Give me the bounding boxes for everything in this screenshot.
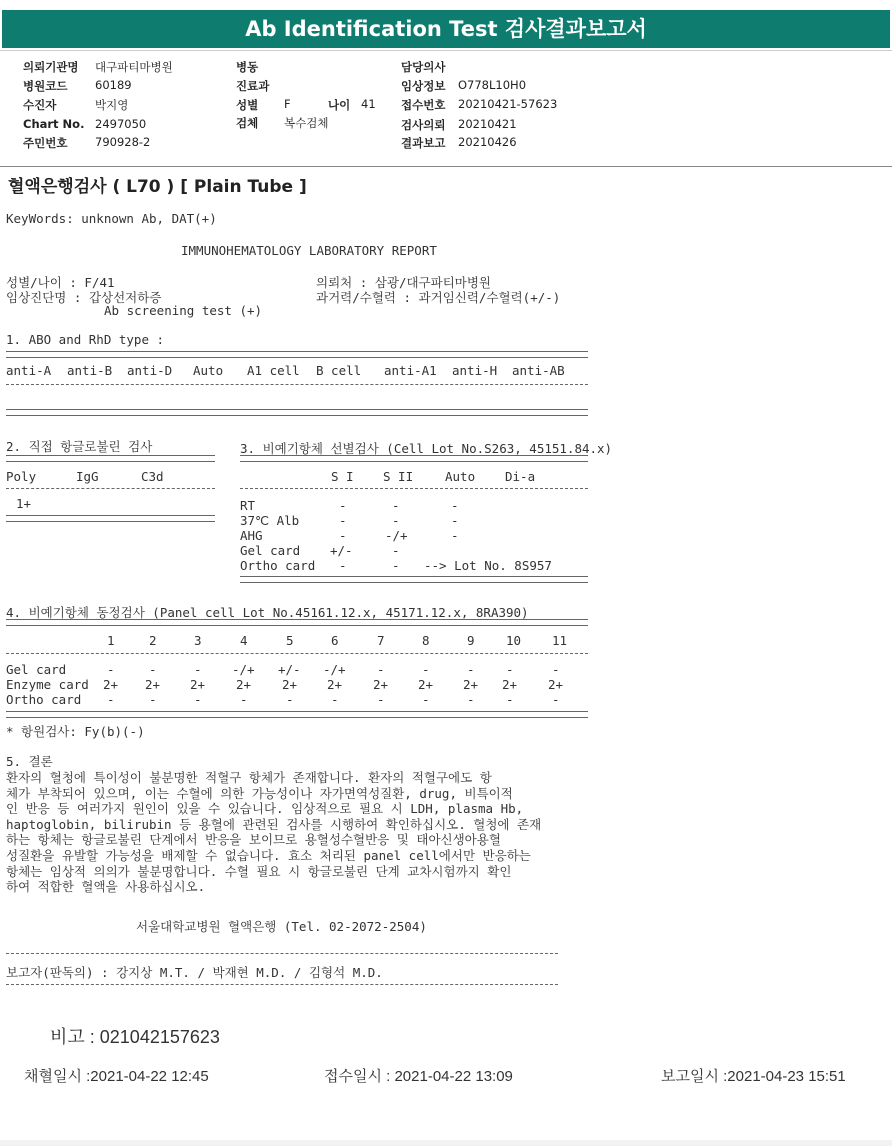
screen-column-header: S I: [331, 469, 354, 484]
panel-row-label: Enzyme card: [6, 677, 89, 692]
dat-column-header: IgG: [76, 469, 99, 484]
screen-title: 3. 비예기항체 선별검사 (Cell Lot No.S263, 45151.84.x): [240, 441, 613, 456]
conclusion-line: 하는 항체는 항글로불린 단계에서 반응을 보이므로 용혈성수혈반응 및 태아신생아용혈: [6, 832, 501, 848]
screen-cell: -: [392, 498, 400, 513]
panel-cell: -: [149, 662, 157, 677]
divider: [240, 488, 588, 489]
panel-column-header: 9: [467, 633, 475, 648]
panel-column-header: 5: [286, 633, 294, 648]
panel-cell: 2+: [373, 677, 389, 692]
report-header: Ab Identification Test 검사결과보고서: [2, 10, 890, 48]
abo-column-header: anti-AB: [512, 363, 565, 378]
divider: [240, 455, 588, 462]
panel-cell: -/+: [323, 662, 346, 677]
divider: [6, 619, 588, 626]
age-label: 나이: [328, 98, 351, 112]
panel-cell: -: [286, 692, 294, 707]
history: 과거력/수혈력 : 과거임신력/수혈력(+/-): [316, 290, 561, 305]
code-value: 60189: [95, 78, 132, 92]
abo-column-header: A1 cell: [247, 363, 300, 378]
clinical-value: O778L10H0: [458, 78, 527, 92]
screen-row-label: Ortho card: [240, 558, 316, 573]
panel-cell: 2+: [236, 677, 252, 692]
panel-cell: -: [194, 662, 202, 677]
diagnosis: 임상진단명 : 갑상선저하증: [6, 290, 162, 305]
conclusion-line: 인 반응 등 여러가지 원인이 있을 수 있습니다. 임상적으로 필요 시 LDH, plasma Hb,: [6, 801, 524, 817]
org-value: 대구파티마병원: [95, 60, 173, 74]
panel-cell: -: [422, 662, 430, 677]
panel-column-header: 2: [149, 633, 157, 648]
abo-column-header: Auto: [193, 363, 224, 378]
reported-datetime: 보고일시 :2021-04-23 15:51: [661, 1068, 846, 1085]
screen-cell: -: [392, 513, 400, 528]
screen-cell: -: [392, 543, 400, 558]
panel-column-header: 4: [240, 633, 248, 648]
divider: [6, 384, 588, 385]
panel-cell: 2+: [190, 677, 206, 692]
panel-cell: -: [240, 692, 248, 707]
panel-cell: 2+: [103, 677, 119, 692]
panel-column-header: 7: [377, 633, 385, 648]
chart-label: Chart No.: [23, 117, 85, 131]
panel-cell: -: [377, 692, 385, 707]
panel-column-header: 10: [506, 633, 522, 648]
keywords: KeyWords: unknown Ab, DAT(+): [6, 211, 217, 226]
abo-column-header: anti-H: [452, 363, 498, 378]
divider: [6, 409, 588, 416]
conclusion-line: 성질환을 유발할 가능성을 배제할 수 없습니다. 효소 처리된 panel cell에서만 반응하는: [6, 847, 531, 863]
section-title: 혈액은행검사 ( L70 ) [ Plain Tube ]: [8, 177, 307, 197]
accession-value: 20210421-57623: [458, 97, 558, 111]
conclusion-text: [6, 770, 636, 895]
accession-label: 접수번호: [401, 98, 446, 112]
conclusion-line: 하여 적합한 혈액을 사용하십시오.: [6, 879, 206, 895]
ward-label: 병동: [236, 60, 259, 74]
report-date-value: 20210426: [458, 135, 517, 149]
lab-title: IMMUNOHEMATOLOGY LABORATORY REPORT: [181, 243, 437, 258]
hospital-contact: 서울대학교병원 혈액은행 (Tel. 02-2072-2504): [136, 919, 427, 934]
report-date-label: 결과보고: [401, 136, 446, 150]
screening: Ab screening test (+): [104, 303, 263, 318]
panel-column-header: 3: [194, 633, 202, 648]
panel-cell: -: [107, 662, 115, 677]
conclusion-title: 5. 결론: [6, 754, 53, 769]
divider: [6, 653, 588, 654]
panel-cell: 2+: [282, 677, 298, 692]
dat-column-header: C3d: [141, 469, 164, 484]
patient-label: 수진자: [23, 98, 57, 112]
panel-cell: -: [552, 662, 560, 677]
panel-cell: -: [149, 692, 157, 707]
screen-cell: -: [339, 513, 347, 528]
id-value: 790928-2: [95, 135, 151, 149]
conclusion-line: 체가 부착되어 있으며, 이는 수혈에 의한 가능성이나 자가면역성질환, drug, 비특이적: [6, 785, 513, 801]
abo-column-header: B cell: [316, 363, 362, 378]
panel-cell: -: [467, 692, 475, 707]
panel-cell: -: [506, 662, 514, 677]
specimen-label: 검체: [236, 116, 259, 130]
screen-cell: -: [339, 558, 347, 573]
divider: [240, 576, 588, 583]
panel-cell: 2+: [145, 677, 161, 692]
chart-value: 2497050: [95, 117, 147, 131]
sex-label: 성별: [236, 98, 259, 112]
panel-cell: -: [194, 692, 202, 707]
divider: [6, 515, 215, 522]
divider: [6, 953, 558, 954]
received-datetime: 접수일시 : 2021-04-22 13:09: [324, 1068, 513, 1085]
dept-label: 진료과: [236, 79, 270, 93]
divider: [6, 984, 558, 985]
patient-info-panel: [0, 50, 892, 167]
id-label: 주민번호: [23, 136, 68, 150]
conclusion-line: haptoglobin, bilirubin 등 용혈에 관련된 검사를 시행하여 확인하십시오. 혈청에 존재: [6, 816, 542, 832]
sex-age: 성별/나이 : F/41: [6, 275, 115, 290]
screen-row-label: RT: [240, 498, 256, 513]
screen-cell: -: [451, 528, 459, 543]
reporter: 보고자(판독의) : 강지상 M.T. / 박재현 M.D. / 김형석 M.D.: [6, 965, 383, 980]
screen-cell: -/+: [385, 528, 408, 543]
abo-title: 1. ABO and RhD type :: [6, 332, 165, 347]
panel-cell: -: [467, 662, 475, 677]
abo-column-header: anti-A: [6, 363, 52, 378]
divider: [6, 455, 215, 462]
panel-cell: -: [552, 692, 560, 707]
panel-row-label: Gel card: [6, 662, 67, 677]
panel-cell: 2+: [502, 677, 518, 692]
panel-cell: -: [107, 692, 115, 707]
panel-cell: -: [331, 692, 339, 707]
org-label: 의뢰기관명: [23, 60, 79, 74]
screen-cell: -: [392, 558, 400, 573]
screen-cell: -: [339, 498, 347, 513]
panel-cell: -: [422, 692, 430, 707]
screen-row-label: Gel card: [240, 543, 301, 558]
divider: [6, 351, 588, 358]
abo-column-header: anti-A1: [384, 363, 437, 378]
collected-datetime: 채혈일시 :2021-04-22 12:45: [24, 1068, 209, 1085]
screen-row-label: AHG: [240, 528, 263, 543]
antigen-result: * 항원검사: Fy(b)(-): [6, 724, 145, 739]
screen-column-header: S II: [383, 469, 414, 484]
dat-value: 1+: [16, 496, 32, 511]
panel-cell: +/-: [278, 662, 301, 677]
divider: [6, 711, 588, 718]
screen-column-header: Di-a: [505, 469, 536, 484]
panel-cell: -: [377, 662, 385, 677]
patient-value: 박지영: [95, 98, 129, 112]
panel-column-header: 1: [107, 633, 115, 648]
conclusion-line: 항체는 임상적 의의가 불분명합니다. 수혈 필요 시 항글로불린 단계 교차시험까지 확인: [6, 863, 512, 879]
requester: 의뢰처 : 삼광/대구파티마병원: [316, 275, 492, 290]
panel-title: 4. 비예기항체 동정검사 (Panel cell Lot No.45161.12.x, 45171.12.x, 8RA390): [6, 605, 529, 620]
dat-column-header: Poly: [6, 469, 37, 484]
doctor-label: 담당의사: [401, 60, 446, 74]
age-value: 41: [361, 97, 376, 111]
screen-cell: -: [451, 498, 459, 513]
clinical-label: 임상정보: [401, 79, 446, 93]
panel-cell: -/+: [232, 662, 255, 677]
remark: 비고 : 021042157623: [50, 1027, 220, 1047]
panel-column-header: 6: [331, 633, 339, 648]
sex-value: F: [284, 97, 291, 111]
panel-cell: 2+: [327, 677, 343, 692]
abo-column-header: anti-B: [67, 363, 113, 378]
conclusion-line: 환자의 혈청에 특이성이 불분명한 적혈구 항체가 존재합니다. 환자의 적혈구에도 항: [6, 770, 492, 785]
panel-cell: -: [506, 692, 514, 707]
screen-cell: -: [339, 528, 347, 543]
screen-cell: +/-: [330, 543, 353, 558]
panel-column-header: 8: [422, 633, 430, 648]
abo-column-header: anti-D: [127, 363, 173, 378]
panel-cell: 2+: [548, 677, 564, 692]
screen-cell: -: [451, 513, 459, 528]
panel-cell: 2+: [418, 677, 434, 692]
screen-column-header: Auto: [445, 469, 476, 484]
panel-cell: 2+: [463, 677, 479, 692]
dat-title: 2. 직접 항글로불린 검사: [6, 439, 153, 454]
code-label: 병원코드: [23, 79, 68, 93]
divider: [6, 488, 215, 489]
request-label: 검사의뢰: [401, 118, 446, 132]
screen-row-label: 37℃ Alb: [240, 513, 300, 528]
panel-row-label: Ortho card: [6, 692, 82, 707]
screen-cell: --> Lot No. 8S957: [424, 558, 552, 573]
panel-column-header: 11: [552, 633, 568, 648]
specimen-value: 복수검체: [284, 116, 329, 130]
request-value: 20210421: [458, 117, 517, 131]
